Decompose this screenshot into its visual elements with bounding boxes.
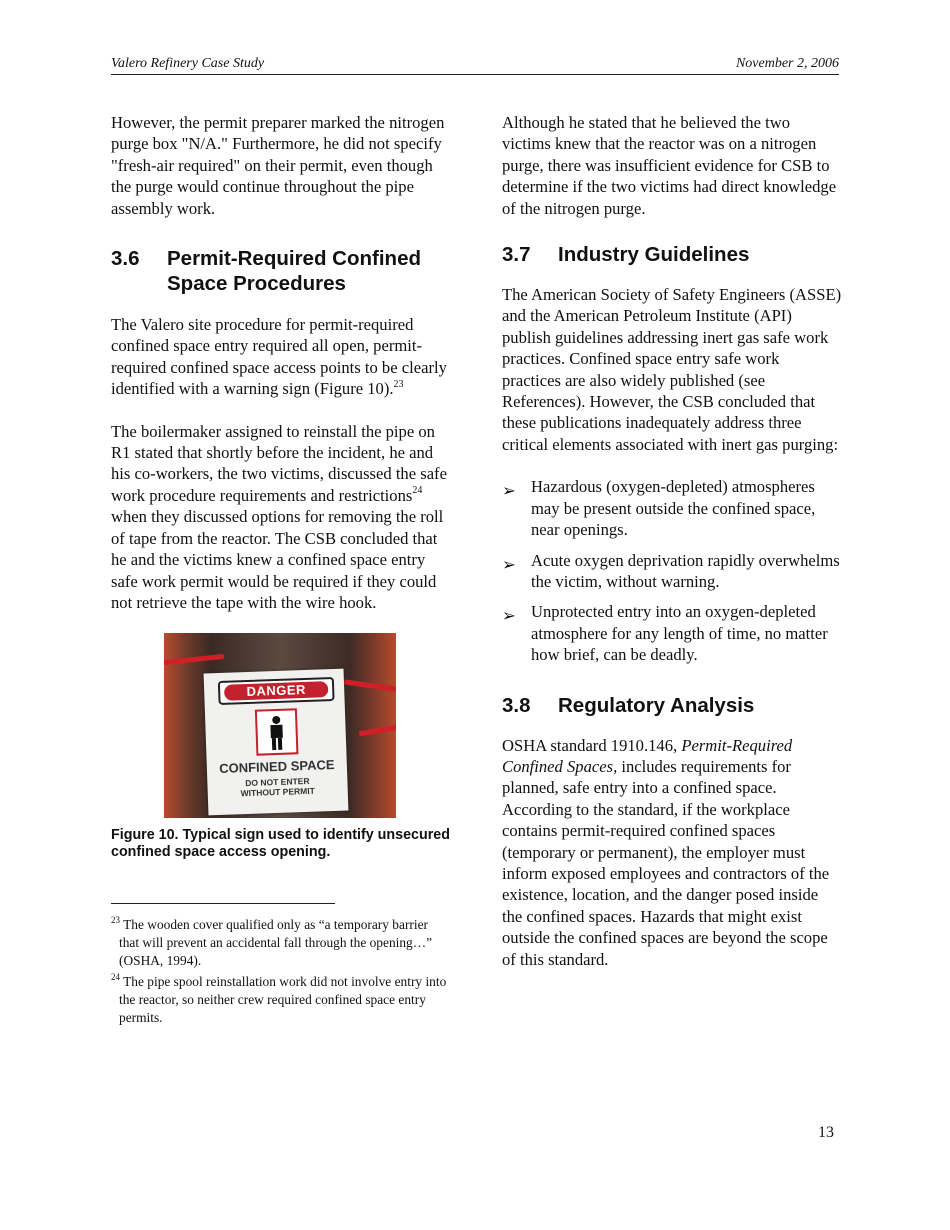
paragraph-text: The Valero site procedure for permit-required confined space entry required all open, permit-required confined space access points to be clearly identified with a warning sign (Figure 10). <box>111 315 447 399</box>
arrow-bullet-icon: ➢ <box>502 606 516 626</box>
figure-danger-sign-photo <box>164 633 396 818</box>
paragraph-text: OSHA standard 1910.146, <box>502 735 682 755</box>
paragraph-permit-preparer: However, the permit preparer marked the nitrogen purge box "N/A." Furthermore, he did not specify "fresh-air required" on their permit, even though the purge would continue throughout the pipe assembly work. <box>111 113 445 218</box>
list-item-text: Unprotected entry into an oxygen-depleted atmosphere for any length of time, no matter how brief, can be deadly. <box>531 602 828 665</box>
page-number: 13 <box>818 1124 834 1141</box>
sign-without-permit: WITHOUT PERMIT <box>240 785 315 799</box>
figure-caption: Figure 10. Typical sign used to identify unsecured confined space access opening. <box>111 827 450 861</box>
footnote-ref-24[interactable]: 24 <box>412 485 423 497</box>
danger-label: DANGER <box>224 681 328 701</box>
standard-title: Permit-Required Confined Spaces, <box>502 735 793 776</box>
red-tape <box>359 725 396 737</box>
list-item-text: Hazardous (oxygen-depleted) atmospheres may be present outside the confined space, near openings. <box>531 477 816 540</box>
paragraph-boilermaker <box>111 421 451 614</box>
paragraph-victims-knowledge: Although he stated that he believed the two victims knew that the reactor was on a nitrogen purge, there was insufficient evidence for CSB to determine if the two victims had direct knowledge of the nitrogen purge. <box>502 113 837 218</box>
section-3-6-heading <box>111 246 451 296</box>
header-title: Valero Refinery Case Study <box>111 56 265 71</box>
right-column <box>502 112 842 970</box>
left-column <box>111 112 451 1027</box>
footnote-number: 23 <box>111 914 120 925</box>
section-title: Industry Guidelines <box>558 243 750 267</box>
paragraph-text: includes requirements for planned, safe entry into a confined space. According to the standard, if the workplace contains permit-required confined spaces (temporary or permanent), the employer must inform exposed employees and contractors of the existence, location, and the danger posed inside the confined spaces. Hazards that might exist outside the confined spaces are beyond the scope of this standard. <box>502 756 830 969</box>
paragraph-regulatory-analysis <box>502 735 842 970</box>
section-title: Regulatory Analysis <box>558 693 755 717</box>
paragraph-industry-guidelines: The American Society of Safety Engineers (ASSE) and the American Petroleum Institute (API) publish guidelines addressing inert gas safe work practices. Confined space entry safe work practices are also widely published (see References). However, the CSB concluded that these publications inadequately address three critical elements associated with inert gas purging: <box>502 285 842 454</box>
arrow-bullet-icon: ➢ <box>502 554 516 574</box>
section-number: 3.7 <box>502 243 531 267</box>
footnote-23 <box>111 916 451 970</box>
danger-badge <box>218 677 335 705</box>
paragraph-text: when they discussed options for removing the roll of tape from the reactor. The CSB concluded that he and the victims knew a confined space entry safe work permit would be required if they could not retrieve the tape with the wire hook. <box>111 507 444 612</box>
section-number: 3.8 <box>502 693 531 717</box>
list-item-text: Acute oxygen deprivation rapidly overwhelms the victim, without warning. <box>531 550 840 591</box>
header-date: November 2, 2006 <box>735 56 839 71</box>
sign-confined-space-text: CONFINED SPACE <box>218 757 335 777</box>
footnote-number: 24 <box>111 971 120 982</box>
section-3-7-heading <box>502 242 842 267</box>
section-number: 3.6 <box>111 247 140 271</box>
sign-warning-text <box>207 775 348 800</box>
critical-elements-list <box>502 476 842 665</box>
sign-do-not-enter: DO NOT ENTER <box>245 776 310 789</box>
list-item <box>502 550 842 593</box>
paragraph-site-procedure <box>111 314 451 400</box>
footnote-divider <box>111 903 335 904</box>
page-header <box>111 56 839 75</box>
danger-sign <box>204 669 349 816</box>
footnote-text: The pipe spool reinstallation work did not involve entry into the reactor, so neither crew required confined space entry permits. <box>119 974 447 1026</box>
footnote-text: The wooden cover qualified only as “a temporary barrier that will prevent an accidental fall through the opening…” (OSHA, 1994). <box>119 917 433 969</box>
section-3-8-heading <box>502 693 842 718</box>
red-tape <box>164 654 224 665</box>
list-item <box>502 476 842 540</box>
red-tape <box>344 680 396 692</box>
footnote-24 <box>111 973 451 1027</box>
person-icon <box>255 709 299 756</box>
arrow-bullet-icon: ➢ <box>502 481 516 501</box>
section-title: Permit-Required Confined Space Procedures <box>167 247 421 296</box>
footnote-ref-23[interactable]: 23 <box>393 378 404 390</box>
paragraph-text: The boilermaker assigned to reinstall the pipe on R1 stated that shortly before the incident, he and his co-workers, the two victims, discussed the safe work procedure requirements and restrictions <box>111 421 447 505</box>
list-item <box>502 601 842 665</box>
